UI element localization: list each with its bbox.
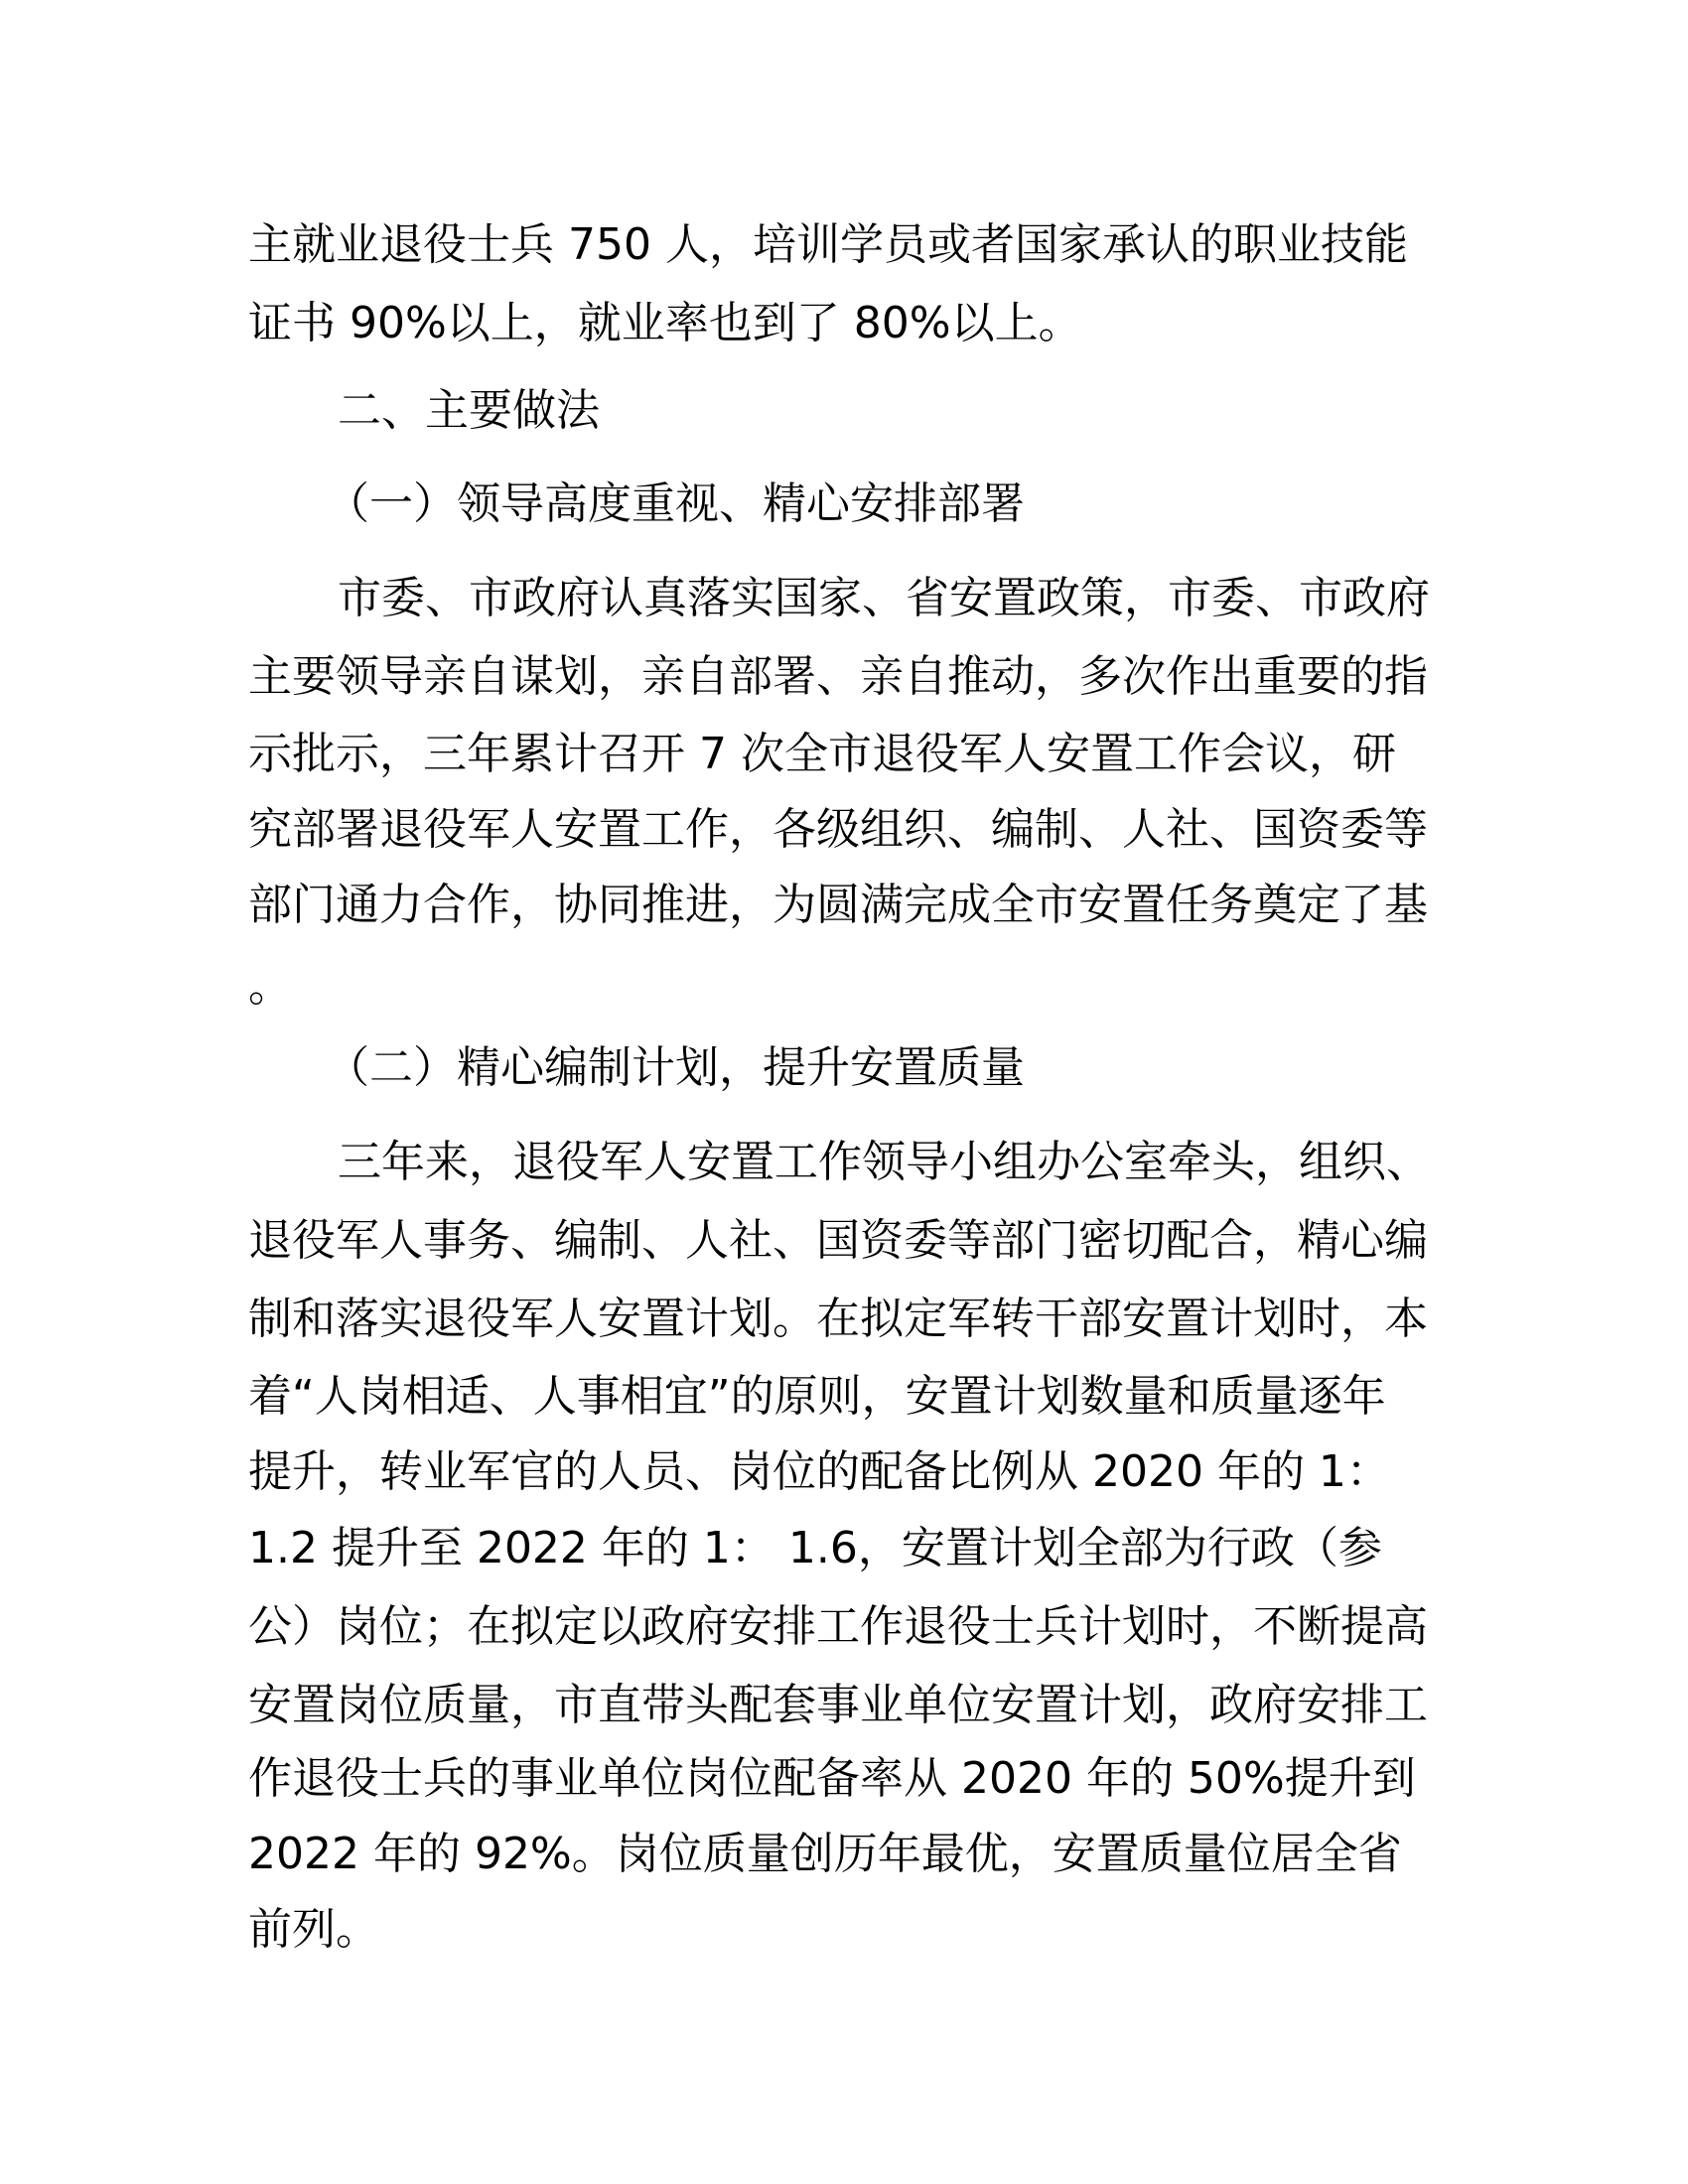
paragraph-line: 安置岗位质量，市直带头配套事业单位安置计划，政府安排工	[248, 1680, 1428, 1730]
paragraph-line: 证书 90%以上，就业率也到了 80%以上。	[248, 298, 1082, 348]
paragraph-line: 。	[248, 961, 292, 1012]
paragraph-line: 主要领导亲自谋划，亲自部署、亲自推动，多次作出重要的指	[248, 651, 1428, 702]
paragraph-line: 示批示，三年累计召开 7 次全市退役军人安置工作会议，研	[248, 729, 1396, 779]
paragraph-line: 究部署退役军人安置工作，各级组织、编制、人社、国资委等	[248, 804, 1428, 855]
paragraph-line: 前列。	[248, 1904, 379, 1955]
paragraph-line: 退役军人事务、编制、人社、国资委等部门密切配合，精心编	[248, 1215, 1428, 1266]
section-heading: 二、主要做法	[338, 385, 600, 436]
paragraph-line: 部门通力合作，协同推进，为圆满完成全市安置任务奠定了基	[248, 880, 1428, 930]
paragraph-line: 三年来，退役军人安置工作领导小组办公室牵头，组织、	[338, 1137, 1430, 1187]
paragraph-line: 市委、市政府认真落实国家、省安置政策，市委、市政府	[338, 573, 1430, 623]
paragraph-line: 作退役士兵的事业单位岗位配备率从 2020 年的 50%提升到	[248, 1753, 1416, 1804]
paragraph-line: 1.2 提升至 2022 年的 1： 1.6，安置计划全部为行政（参	[248, 1523, 1382, 1573]
subsection-heading: （二）精心编制计划，提升安置质量	[326, 1042, 1025, 1093]
paragraph-line: 公）岗位；在拟定以政府安排工作退役士兵计划时，不断提高	[248, 1601, 1428, 1652]
paragraph-line: 制和落实退役军人安置计划。在拟定军转干部安置计划时，本	[248, 1294, 1428, 1344]
paragraph-line: 主就业退役士兵 750 人，培训学员或者国家承认的职业技能	[248, 219, 1408, 270]
paragraph-line: 提升，转业军官的人员、岗位的配备比例从 2020 年的 1：	[248, 1446, 1390, 1497]
paragraph-line: 着“人岗相适、人事相宜”的原则，安置计划数量和质量逐年	[248, 1371, 1386, 1422]
paragraph-line: 2022 年的 92%。岗位质量创历年最优，安置质量位居全省	[248, 1829, 1402, 1879]
subsection-heading: （一）领导高度重视、精心安排部署	[326, 478, 1025, 529]
